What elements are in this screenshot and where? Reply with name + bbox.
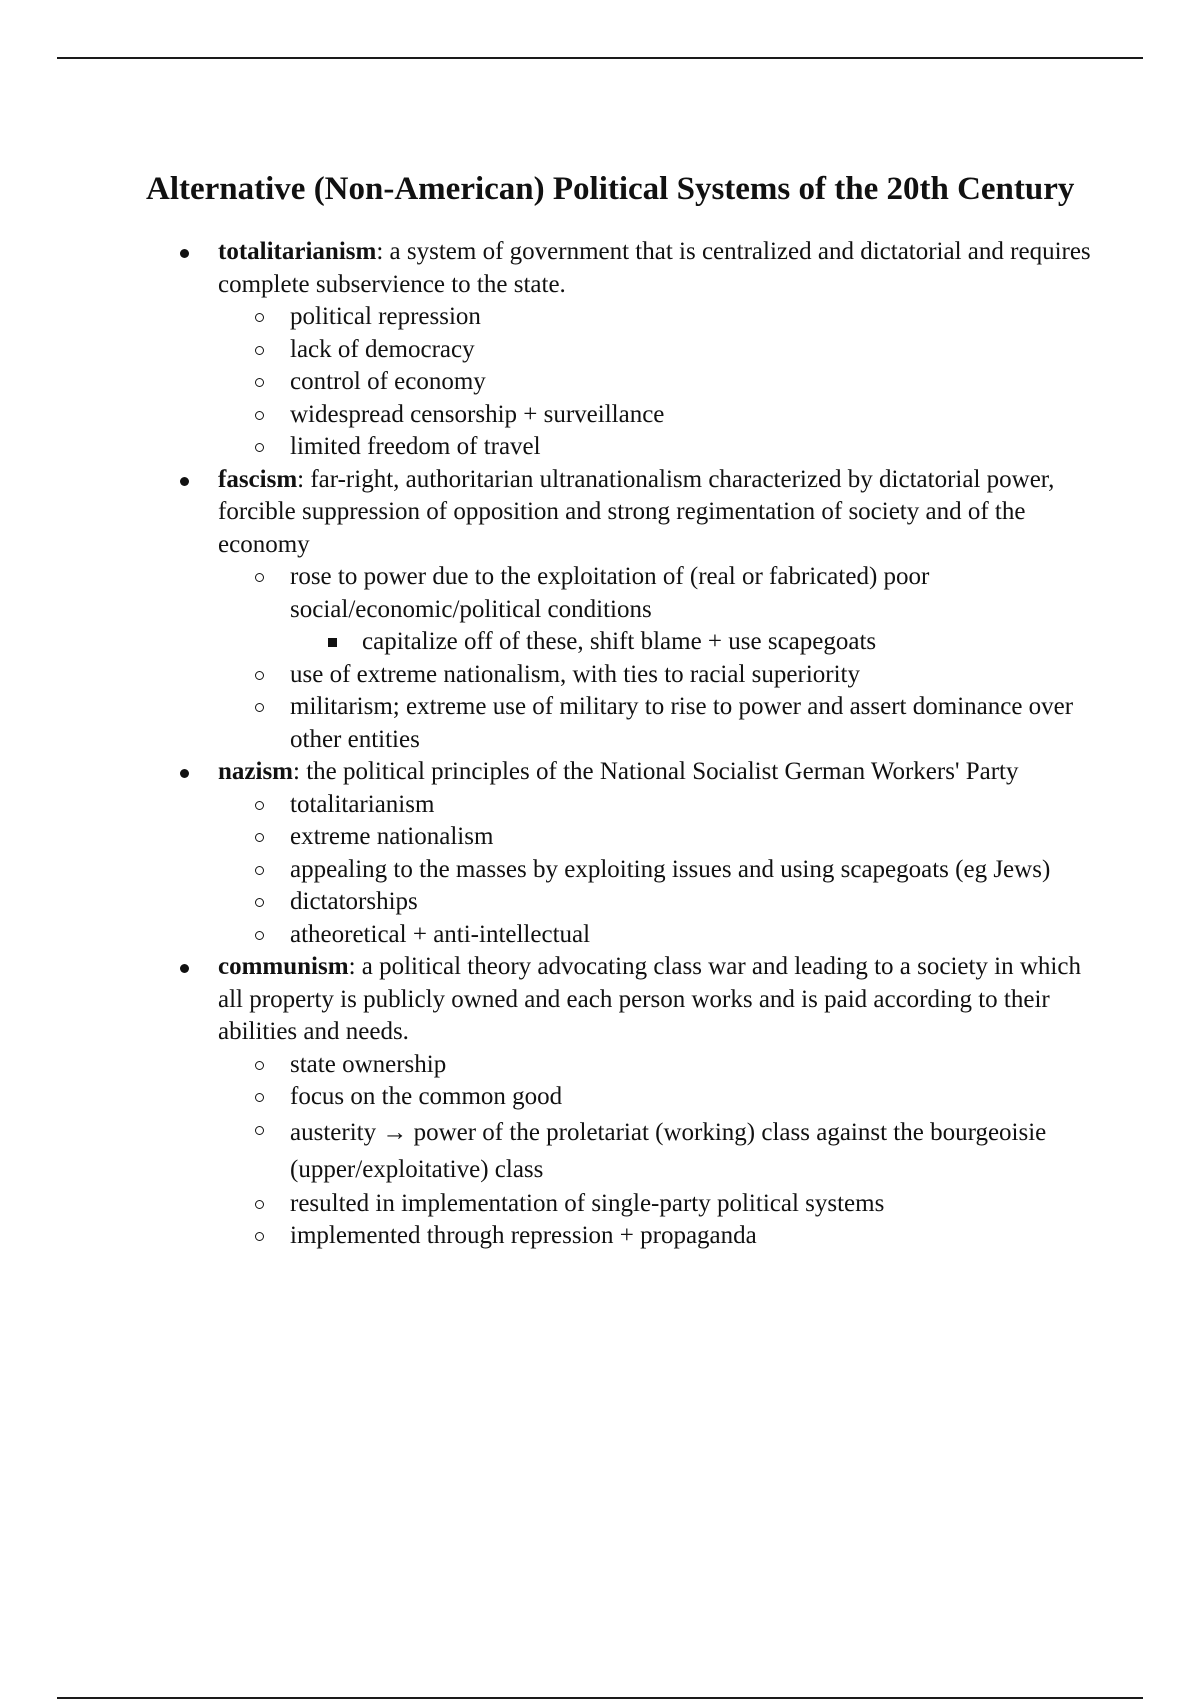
term-label: nazism xyxy=(218,758,293,785)
point-text: limited freedom of travel xyxy=(290,433,541,460)
list-item-fascism xyxy=(146,464,1106,757)
bullet-circle-icon xyxy=(255,801,264,810)
bullet-disc-icon xyxy=(180,249,189,258)
bullet-circle-icon xyxy=(255,1093,264,1102)
bullet-circle-icon xyxy=(255,411,264,420)
point-text: state ownership xyxy=(290,1050,447,1078)
term-label: fascism xyxy=(218,465,298,493)
list-item xyxy=(218,301,1106,334)
list-item xyxy=(218,854,1106,887)
document-body xyxy=(146,168,1106,1253)
point-text: militarism; extreme use of military to rise to power and assert dominance over other entities xyxy=(290,693,1074,753)
bottom-rule xyxy=(57,1697,1143,1699)
bullet-circle-icon xyxy=(255,378,264,387)
bullet-circle-icon xyxy=(255,573,264,582)
list-item xyxy=(218,886,1106,919)
term-definition: : far-right, authoritarian ultranationalism characterized by dictatorial power, forcible suppression of opposition and strong regimentation of society and of the economy xyxy=(218,465,1055,558)
point-text: implemented through repression + propaganda xyxy=(290,1222,757,1249)
bullet-disc-icon xyxy=(180,964,189,973)
list-item xyxy=(290,626,1106,659)
bullet-circle-icon xyxy=(255,833,264,842)
point-text: totalitarianism xyxy=(290,790,435,818)
list-item xyxy=(218,1220,1106,1253)
sub-list xyxy=(218,789,1106,952)
list-item-communism xyxy=(146,951,1106,1253)
bullet-circle-icon xyxy=(255,313,264,322)
list-item xyxy=(218,919,1106,952)
point-text: atheoretical + anti-intellectual xyxy=(290,920,591,948)
top-rule xyxy=(57,57,1143,59)
point-text: control of economy xyxy=(290,368,486,395)
bullet-circle-icon xyxy=(255,1232,264,1241)
point-text: extreme nationalism xyxy=(290,823,494,850)
list-item xyxy=(218,691,1106,756)
topic-list xyxy=(146,236,1106,1253)
point-text: use of extreme nationalism, with ties to racial superiority xyxy=(290,660,860,688)
bullet-disc-icon xyxy=(180,477,189,486)
point-text: focus on the common good xyxy=(290,1083,563,1110)
point-text: rose to power due to the exploitation of (real or fabricated) poor social/economic/political conditions xyxy=(290,563,930,623)
list-item xyxy=(218,561,1106,659)
bullet-circle-icon xyxy=(255,898,264,907)
bullet-circle-icon xyxy=(255,346,264,355)
list-item-totalitarianism xyxy=(146,236,1106,464)
point-text: austerity → power of the proletariat (working) class against the bourgeoisie (upper/exploitative) class xyxy=(290,1118,1047,1183)
list-item xyxy=(218,334,1106,367)
point-text: appealing to the masses by exploiting issues and using scapegoats (eg Jews) xyxy=(290,855,1051,883)
point-text: lack of democracy xyxy=(290,335,475,363)
bullet-disc-icon xyxy=(180,769,189,778)
bullet-square-icon xyxy=(328,638,337,647)
sub-list xyxy=(218,561,1106,756)
term-label: communism xyxy=(218,953,349,980)
sub-sub-list xyxy=(290,626,1106,659)
point-text: dictatorships xyxy=(290,888,418,915)
bullet-circle-icon xyxy=(255,1200,264,1209)
list-item xyxy=(218,1049,1106,1082)
list-item xyxy=(218,366,1106,399)
bullet-circle-icon xyxy=(255,1126,264,1135)
list-item xyxy=(218,1081,1106,1114)
list-item xyxy=(218,1114,1106,1188)
term-label: totalitarianism xyxy=(218,238,377,265)
list-item xyxy=(218,431,1106,464)
list-item xyxy=(218,821,1106,854)
bullet-circle-icon xyxy=(255,671,264,680)
list-item xyxy=(218,399,1106,432)
term-definition: : a political theory advocating class war and leading to a society in which all property is publicly owned and each person works and is paid according to their abilities and needs. xyxy=(218,953,1081,1045)
page-title: Alternative (Non-American) Political Systems of the 20th Century xyxy=(146,171,1075,207)
list-item-nazism xyxy=(146,756,1106,951)
bullet-circle-icon xyxy=(255,1061,264,1070)
point-text: capitalize off of these, shift blame + use scapegoats xyxy=(362,628,877,655)
point-text: resulted in implementation of single-party political systems xyxy=(290,1189,885,1217)
term-definition: : the political principles of the National Socialist German Workers' Party xyxy=(293,758,1019,785)
bullet-circle-icon xyxy=(255,866,264,875)
term-definition: : a system of government that is centralized and dictatorial and requires complete subservience to the state. xyxy=(218,238,1091,298)
list-item xyxy=(218,1188,1106,1221)
list-item xyxy=(218,789,1106,822)
point-text: widespread censorship + surveillance xyxy=(290,400,665,428)
point-text: political repression xyxy=(290,303,481,330)
bullet-circle-icon xyxy=(255,443,264,452)
list-item xyxy=(218,659,1106,692)
bullet-circle-icon xyxy=(255,703,264,712)
sub-list xyxy=(218,1049,1106,1253)
sub-list xyxy=(218,301,1106,464)
bullet-circle-icon xyxy=(255,931,264,940)
